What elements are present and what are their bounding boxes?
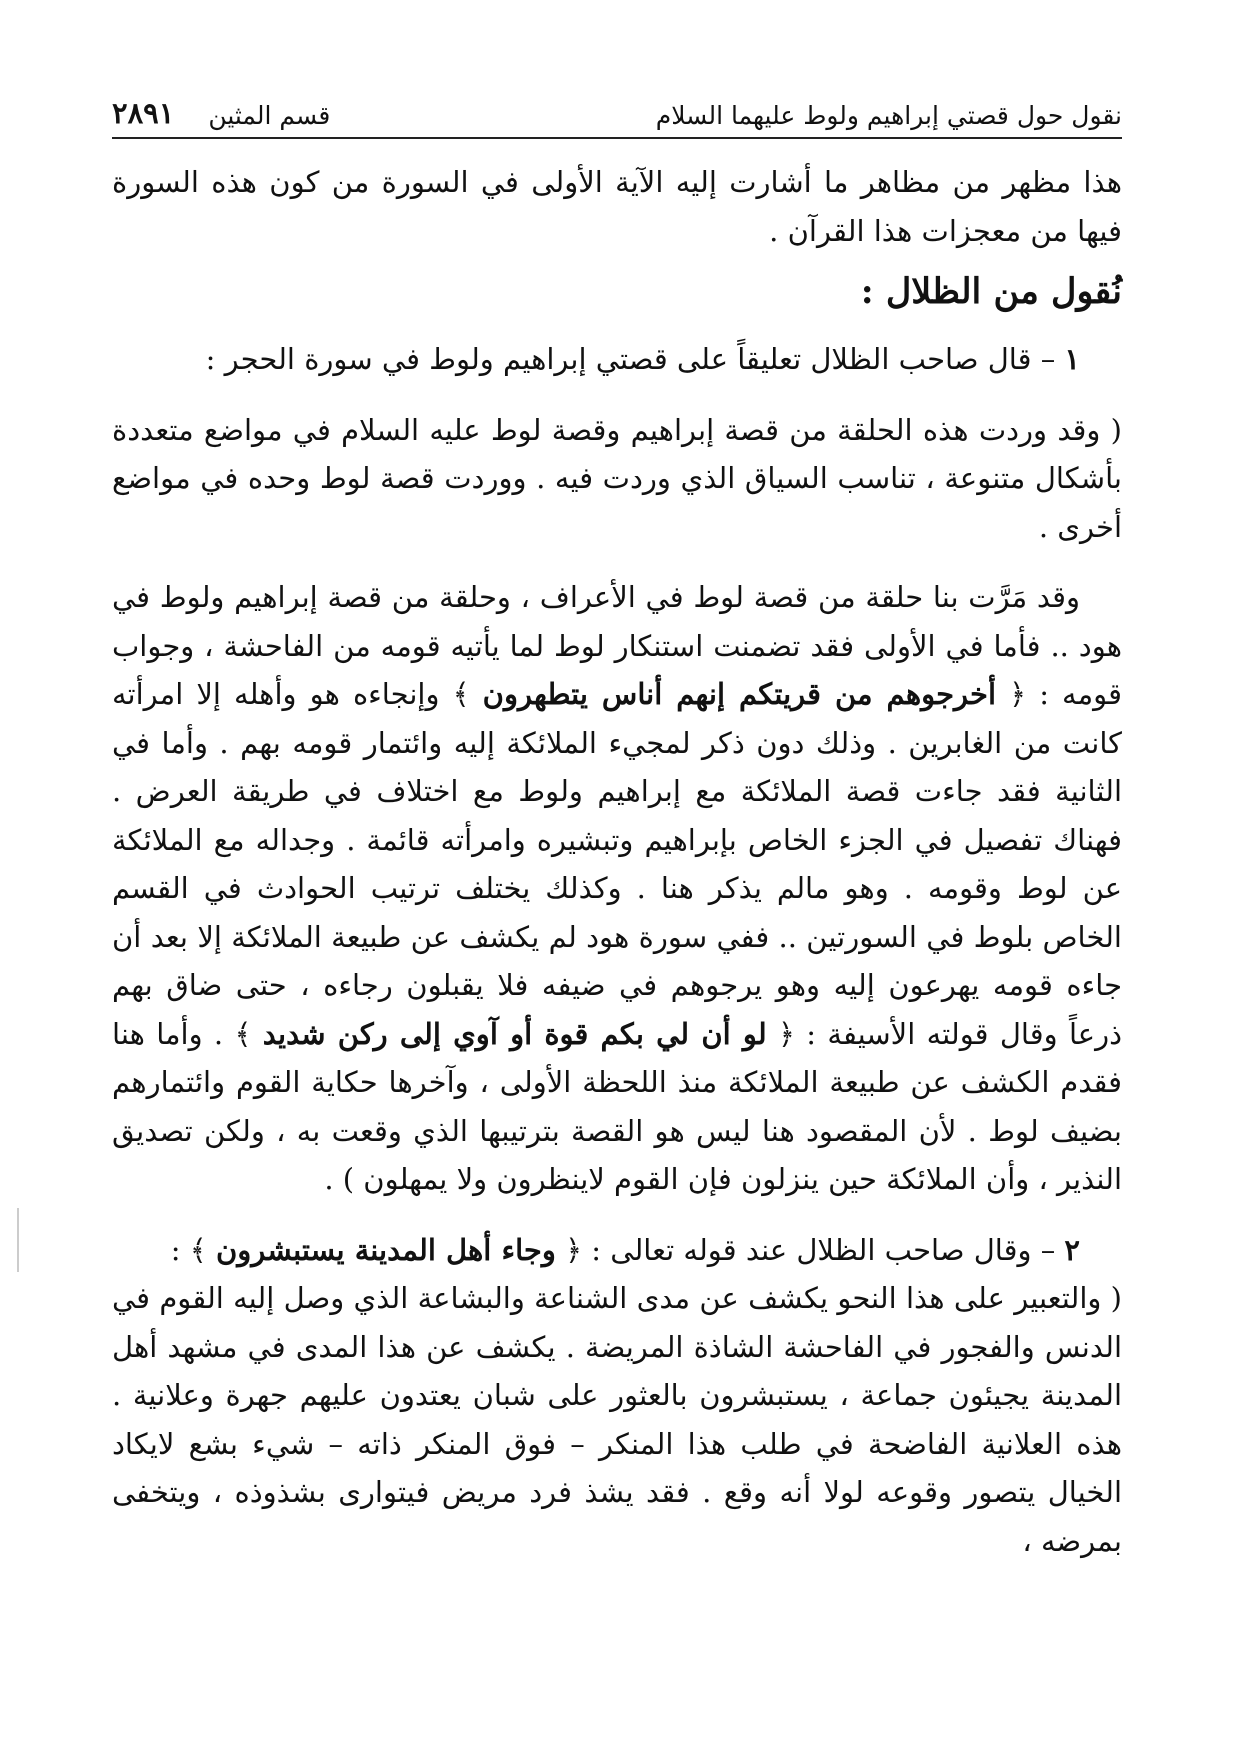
verse-2-close-bracket: ﴾ xyxy=(234,1016,263,1051)
paragraph-2-part-3: . وأما هنا فقدم الكشف عن طبيعة الملائكة منذ اللحظة الأولى ، وآخرها حكاية القوم وائتمارهم بضيف لوط . لأن المقصود هنا ليس هو القصة بترتيبها الذي وقعت به ، ولكن تصديق النذير ، وأن الملائكة حين ينزلون فإن القوم لاينظرون ولا يمهلون ) . xyxy=(112,1016,1122,1196)
item-2-number: ٢ xyxy=(1064,1232,1080,1267)
header-rule xyxy=(112,137,1122,139)
page-body xyxy=(112,158,1122,1565)
item-2 xyxy=(112,1226,1122,1275)
quote-2-paragraph: ( والتعبير على هذا النحو يكشف عن مدى الشناعة والبشاعة الذي وصل إليه القوم في الدنس والفجور في الفاحشة الشاذة المريضة . يكشف عن هذا المدى في مشهد أهل المدينة يجيئون جماعة ، يستبشرون بالعثور على شبان يعتدون عليهم جهرة وعلانية . هذه العلانية الفاضحة في طلب هذا المنكر – فوق المنكر ذاته – شيء بشع لايكاد الخيال يتصور وقوعه لولا أنه وقع . فقد يشذ فرد مريض فيتوارى بشذوذه ، ويتخفى بمرضه ، xyxy=(112,1281,1122,1558)
item-1 xyxy=(112,335,1122,384)
verse-1-open-bracket: ﴿ xyxy=(996,677,1027,711)
verse-2: لو أن لي بكم قوة أو آوي إلى ركن شديد xyxy=(262,1016,767,1051)
page-number: ٢٨٩١ xyxy=(112,96,175,130)
item-2-lead: – وقال صاحب الظلال عند قوله تعالى : xyxy=(582,1232,1065,1267)
verse-3-close-bracket: ﴾ : xyxy=(170,1232,216,1267)
section-label: قسم المثين xyxy=(208,101,331,130)
header-left-group xyxy=(112,96,330,130)
verse-1-close-bracket: ﴾ xyxy=(452,677,483,711)
section-heading: نُقول من الظلال : xyxy=(860,271,1122,312)
verse-3: وجاء أهل المدينة يستبشرون xyxy=(215,1232,556,1267)
verse-2-open-bracket: ﴿ xyxy=(766,1016,795,1051)
intro-paragraph: هذا مظهر من مظاهر ما أشارت إليه الآية الأولى في السورة من كون هذه السورة فيها من معجزات هذا القرآن . xyxy=(112,165,1122,248)
paragraph-2-part-2: وإنجاءه هو وأهله إلا امرأته كانت من الغابرين . وذلك دون ذكر لمجيء الملائكة إليه وائتمار قومه بهم . وأما في الثانية فقد جاءت قصة الملائكة مع إبراهيم ولوط مع اختلاف في طريقة العرض . فهناك تفصيل في الجزء الخاص بإبراهيم وتبشيره وامرأته قائمة . وجداله مع الملائكة عن لوط وقومه . وهو مالم يذكر هنا . وكذلك يختلف ترتيب الحوادث في القسم الخاص بلوط في السورتين .. ففي سورة هود لم يكشف عن طبيعة الملائكة إلا بعد أن جاءه قومه يهرعون إليه وهو يرجوهم في ضيفه فلا يقبلون رجاءه ، حتى ضاق بهم ذرعاً وقال قولته الأسيفة : xyxy=(112,677,1123,1051)
item-1-number: ١ xyxy=(1064,342,1080,376)
verse-3-open-bracket: ﴿ xyxy=(555,1232,583,1267)
scan-margin-mark xyxy=(17,1208,19,1272)
quote-1-paragraph: ( وقد وردت هذه الحلقة من قصة إبراهيم وقصة لوط عليه السلام في مواضع متعددة بأشكال متنوعة ، تناسب السياق الذي وردت فيه . ووردت قصة لوط وحده في مواضع أخرى . xyxy=(112,412,1122,544)
running-title: نقول حول قصتي إبراهيم ولوط عليهما السلام xyxy=(655,101,1122,130)
page-header xyxy=(112,86,1122,130)
verse-1: أخرجوهم من قريتكم إنهم أناس يتطهرون xyxy=(482,677,997,711)
paragraph-2 xyxy=(112,573,1122,1204)
paragraph-2-part-1: وقد مَرَّت بنا حلقة من قصة لوط في الأعراف ، وحلقة من قصة إبراهيم ولوط في هود .. فأما في الأولى فقد تضمنت استنكار لوط لما يأتيه قومه من الفاحشة ، وجواب قومه : xyxy=(112,580,1122,711)
item-1-text: – قال صاحب الظلال تعليقاً على قصتي إبراهيم ولوط في سورة الحجر : xyxy=(205,342,1065,376)
